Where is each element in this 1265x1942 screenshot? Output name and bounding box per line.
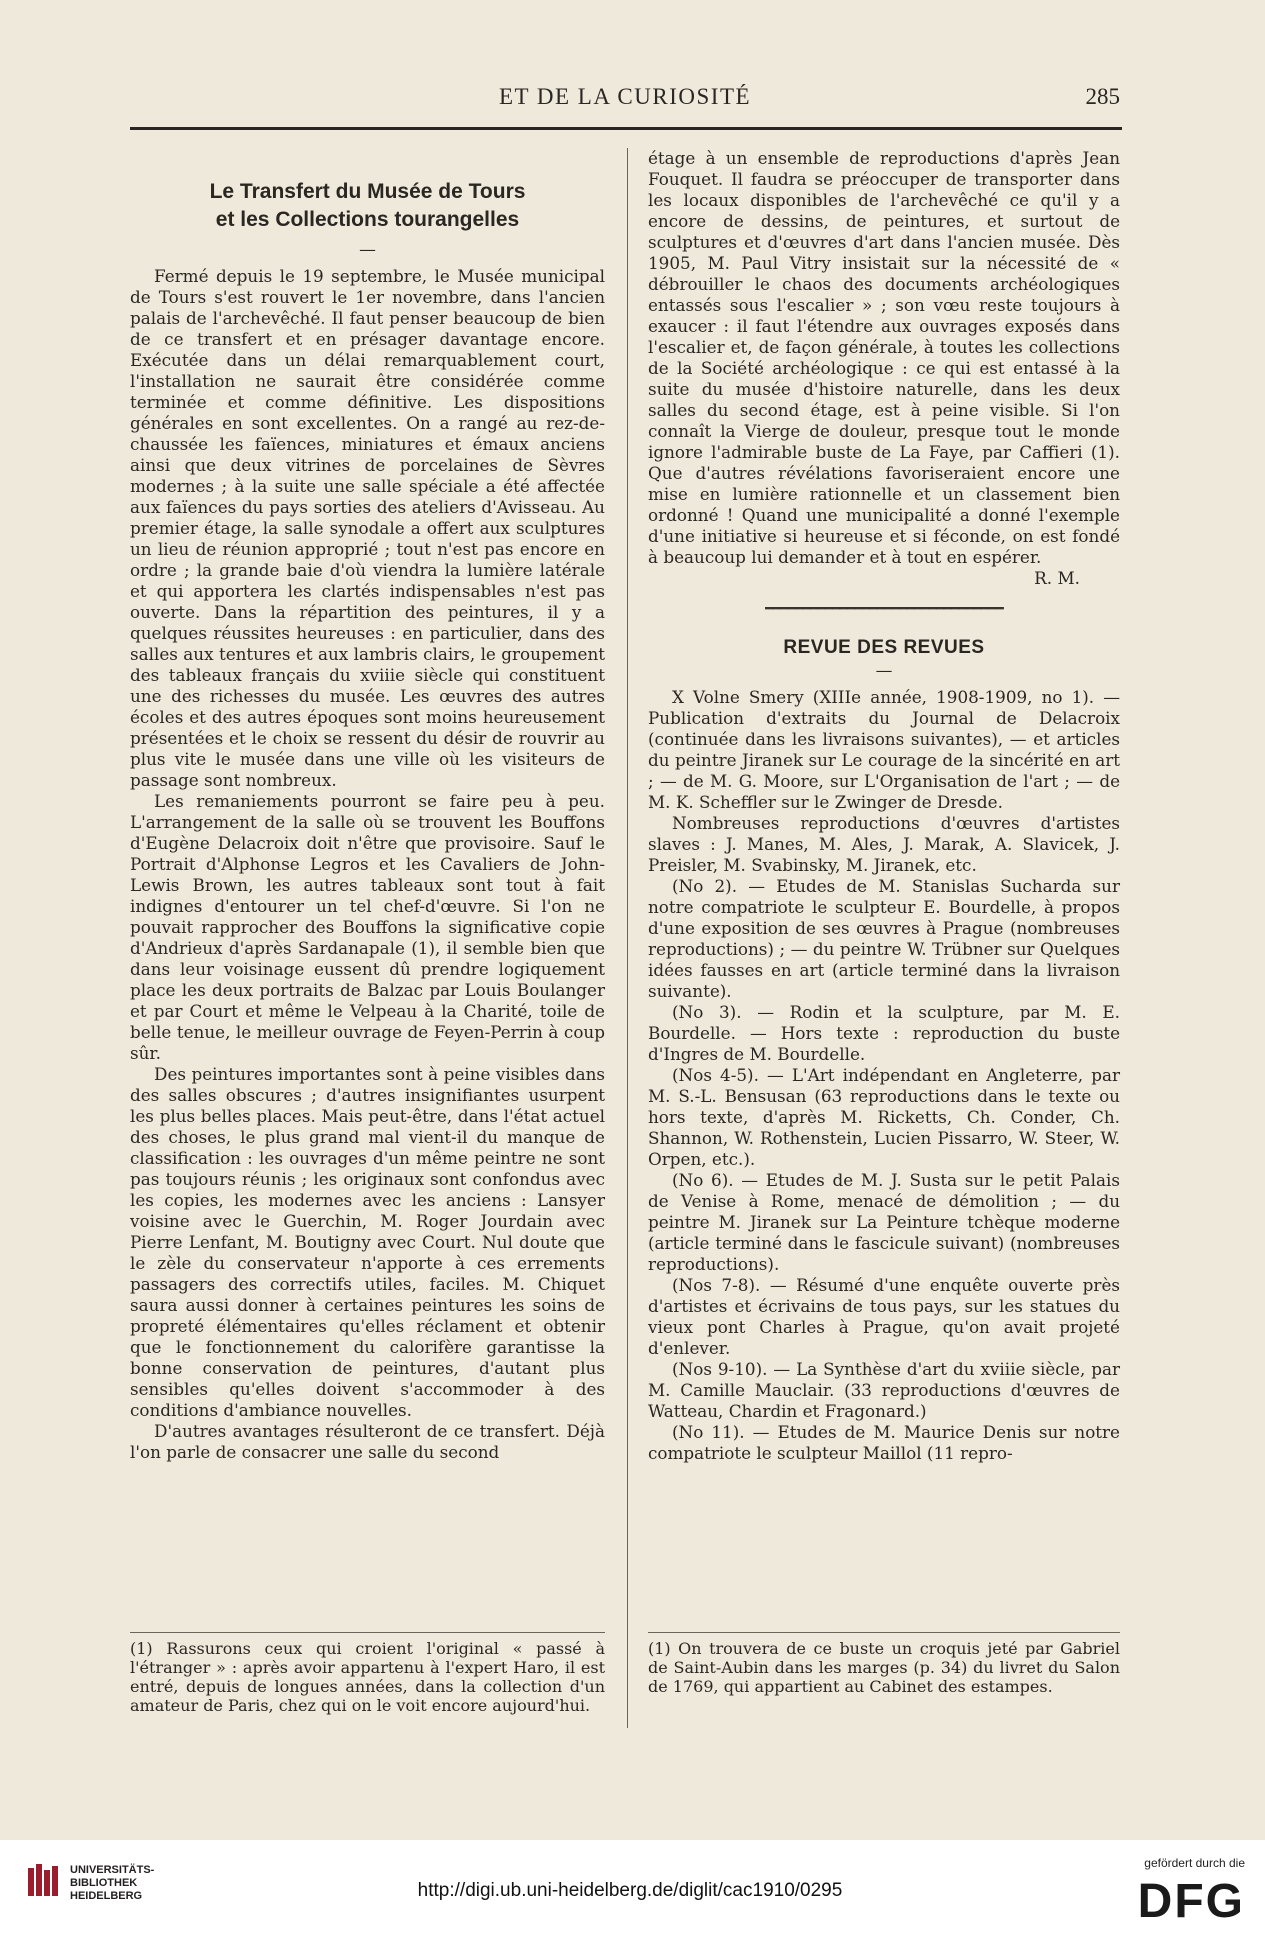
article-title [130,178,605,234]
section-title: REVUE DES REVUES [783,637,985,658]
article-paragraph: Fermé depuis le 19 septembre, le Musée municipal de Tours s'est rouvert le 1er novembre, dans l'ancien palais de l'archevêché. Il faut penser beaucoup de bien de ce transfert et en présager davantage encore. Exécutée dans un délai remarquablement court, l'installation ne saurait être considérée comme terminée et comme définitive. Les dispositions générales en sont excellentes. On a rangé au rez-de-chaussée les faïences, miniatures et émaux anciens ainsi que deux vitrines de porcelaines de Sèvres modernes ; à la suite une salle spéciale a été affectée aux faïences du pays sorties des ateliers d'Avisseau. Au premier étage, la salle synodale a offert aux sculptures un lieu de réunion approprié ; tout n'est pas encore en ordre ; la grande baie d'où viendra la lumière latérale et qui apportera les clartés indispensables n'est pas ouverte. Dans la répartition des peintures, il y a quelques réussites heureuses : en particulier, dans des salles aux tentures et aux lambris clairs, le groupement des tableaux français du xviiie siècle qui constituent une des richesses du musée. Les œuvres des autres écoles et des autres époques sont moins heureusement présentées et le choix se ressent du désir de rouvrir au plus vite le musée dans une ville où les visiteurs de passage sont nombreux. [130,266,605,790]
right-column [648,148,1120,1464]
library-name-line: BIBLIOTHEK [70,1877,138,1889]
funding-note: gefördert durch die [1144,1856,1245,1870]
review-entry: X Volne Smery (XIIIe année, 1908-1909, no 1). — Publication d'extraits du Journal de Delacroix (continuée dans les livraisons suivantes), — et articles du peintre Jiranek sur Le courage de la sincérité en art ; — de M. G. Moore, sur L'Organisation de l'art ; — de M. K. Scheffler sur le Zwinger de Dresde. [648,687,1120,812]
review-entry: (No 3). — Rodin et la sculpture, par M. E. Bourdelle. — Hors texte : reproduction du buste d'Ingres de M. Bourdelle. [648,1002,1120,1064]
section-dash: — [875,660,893,680]
left-column [130,148,605,1463]
review-entry: Nombreuses reproductions d'œuvres d'artistes slaves : J. Manes, M. Ales, J. Marak, A. Slavicek, J. Preisler, M. Svabinsky, M. Jiranek, etc. [648,813,1120,875]
right-footnote-block [648,1632,1120,1696]
review-entry: (No 6). — Etudes de M. J. Susta sur le petit Palais de Venise à Rome, menacé de démolition ; — du peintre M. Jiranek sur La Peinture tchèque moderne (article terminé dans le fascicule suivant) (nombreuses reproductions). [648,1170,1120,1274]
running-title: ET DE LA CURIOSITÉ [498,84,752,109]
article-paragraph: D'autres avantages résulteront de ce transfert. Déjà l'on parle de consacrer une salle du second [130,1421,605,1462]
article-continuation: étage à un ensemble de reproductions d'après Jean Fouquet. Il faudra se préoccuper de transporter dans les locaux disponibles de l'archevêché ce qu'il y a encore de dessins, de peintures, et surtout de sculptures et d'œuvres d'art dans l'ancien musée. Dès 1905, M. Paul Vitry insistait sur la nécessité de « débrouiller le chaos des documents archéologiques entassés sous l'escalier » ; son vœu reste toujours à exaucer : il faut l'étendre aux ouvrages exposés dans l'escalier et, de façon générale, à toutes les collections de la Société archéologique : ce qui est entassé à la suite du musée d'histoire naturelle, dans les deux salles du second étage, est à peine visible. Si l'on connaît la Vierge de douleur, presque tout le monde ignore l'admirable buste de La Faye, par Caffieri (1). Que d'autres révélations favoriseraient encore une mise en lumière rationnelle et un classement bien ordonné ! Quand une municipalité a donné l'exemple d'une initiative si heureuse et si féconde, on est fondé à beaucoup lui demander et à tout en espérer. [648,148,1120,567]
article-paragraph: Des peintures importantes sont à peine visibles dans des salles obscures ; d'autres insignifiantes usurpent les plus belles places. Mais peut-être, dans l'état actuel des choses, le plus grand mal vient-il du manque de classification : les ouvrages d'un même peintre ne sont pas toujours réunis ; les originaux sont confondus avec les copies, les modernes avec les anciens : Lansyer voisine avec le Guerchin, M. Roger Jourdain avec Pierre Lenfant, M. Boutigny avec Court. Nul doute que le zèle du conservateur n'apporte à ces errements passagers des correctifs utiles, faciles. M. Chiquet saura aussi donner à certaines peintures les soins de propreté élémentaires qu'elles réclament et obtenir que le fonctionnement du calorifère garantisse la bonne conservation de peintures, d'autant plus sensibles qu'elles doivent s'accommoder à des conditions d'ambiance nouvelles. [130,1064,605,1420]
library-name-line: UNIVERSITÄTS- [70,1864,155,1876]
library-logo-icon [26,1862,60,1902]
left-footnote-block [130,1632,605,1715]
permalink-url[interactable]: http://digi.ub.uni-heidelberg.de/diglit/cac1910/0295 [417,1880,843,1901]
article-title-line-2: et les Collections tourangelles [215,208,520,231]
footnote-rule [130,1632,605,1633]
review-entry: (Nos 9-10). — La Synthèse d'art du xviiie siècle, par M. Camille Mauclair. (33 reproductions d'œuvres de Watteau, Chardin et Fragonard.) [648,1359,1120,1421]
footnote: (1) Rassurons ceux qui croient l'original « passé à l'étranger » : après avoir appartenu à l'expert Haro, il est entré, depuis de longues années, dans la collection d'un amateur de Paris, chez qui on le voit encore aujourd'hui. [130,1639,605,1715]
dfg-logo: DFG [1137,1875,1245,1928]
review-entry: (No 2). — Etudes de M. Stanislas Sucharda sur notre compatriote le sculpteur E. Bourdelle, à propos d'une exposition de ses œuvres à Prague (nombreuses reproductions) ; — du peintre W. Trübner sur Quelques idées fausses en art (article terminé dans la livraison suivante). [648,876,1120,1001]
footnote-rule [648,1632,1120,1633]
digitization-footer [0,1840,1265,1942]
running-head [130,84,1120,120]
title-dash: — [359,239,376,259]
page-number: 285 [1085,84,1120,109]
article-paragraph: Les remaniements pourront se faire peu à peu. L'arrangement de la salle où se trouvent les Bouffons d'Eugène Delacroix doit n'être que provisoire. Sauf le Portrait d'Alphonse Legros et les Cavaliers de John-Lewis Brown, les autres tableaux sont tout à fait indignes d'entourer un tel chef-d'œuvre. Si l'on ne pouvait rapprocher des Bouffons la significative copie d'Andrieux d'après Sardanapale (1), il semble bien que dans leur voisinage eussent dû prendre logiquement place les deux portraits de Balzac par Louis Boulanger et par Court et même le Velpeau à la Charité, toile de belle tenue, le meilleur ouvrage de Feyen-Perrin à coup sûr. [130,791,605,1063]
library-name [70,1864,180,1903]
library-name-line: HEIDELBERG [70,1890,143,1902]
article-title-line-1: Le Transfert du Musée de Tours [209,180,526,203]
column-divider [627,148,628,1728]
footnote: (1) On trouvera de ce buste un croquis jeté par Gabriel de Saint-Aubin dans les marges (p. 34) du livret du Salon de 1769, qui appartient au Cabinet des estampes. [648,1639,1120,1696]
ornamental-rule: ━━━━━━━━━━━━━━━━━━━━━━━━━━━━━━━━ [765,601,1003,617]
review-entry: (Nos 7-8). — Résumé d'une enquête ouverte près d'artistes et écrivains de tous pays, sur les statues du vieux pont Charles à Prague, qu'on avait projeté d'enlever. [648,1275,1120,1358]
header-rule [130,127,1122,130]
author-signature: R. M. [1034,568,1080,588]
review-entry: (No 11). — Etudes de M. Maurice Denis sur notre compatriote le sculpteur Maillol (11 repro- [648,1422,1120,1463]
review-entry: (Nos 4-5). — L'Art indépendant en Angleterre, par M. S.-L. Bensusan (63 reproductions dans le texte ou hors texte, d'après M. Ricketts, Ch. Conder, Ch. Shannon, W. Rothenstein, Lucien Pissarro, W. Steer, W. Orpen, etc.). [648,1065,1120,1169]
